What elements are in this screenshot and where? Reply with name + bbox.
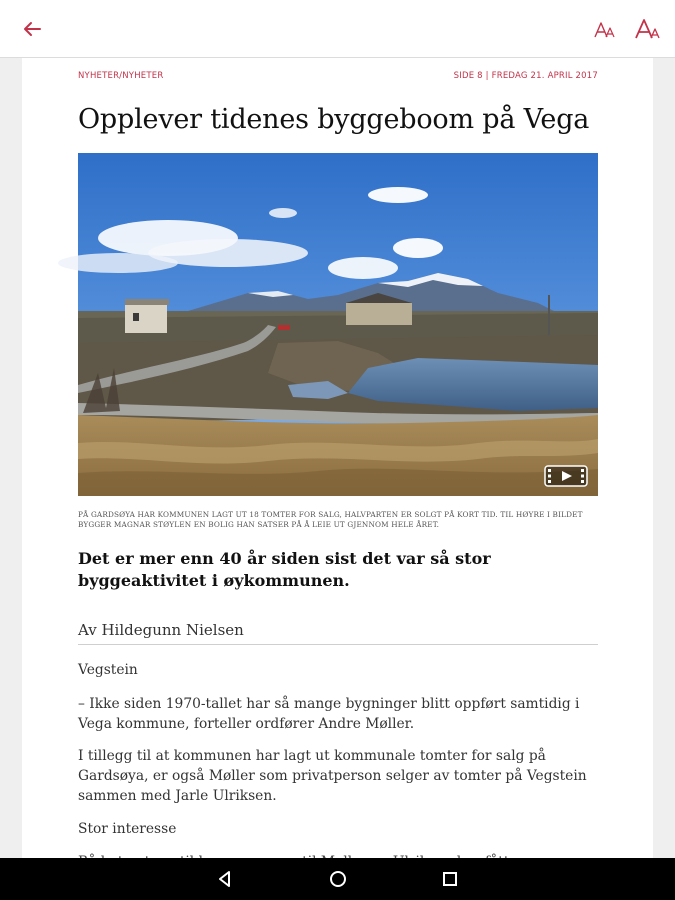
- article-photo[interactable]: [78, 153, 598, 496]
- section-label: NYHETER/NYHETER: [78, 71, 164, 81]
- body-paragraph: – Ikke siden 1970-tallet har så mange bygninger blitt oppført samtidig i Vega kommune, forteller ordfører Andre Møller.: [78, 696, 580, 732]
- video-play-button[interactable]: [544, 464, 588, 488]
- body-paragraph: I tillegg til at kommunen har lagt ut kommunale tomter for salg på Gardsøya, er også Møller som privatperson selger av tomter på Vegstein sammen med Jarle Ulriksen.: [78, 748, 587, 804]
- article-meta: [78, 71, 598, 85]
- nav-back-button[interactable]: [215, 869, 235, 889]
- nav-home-circle-icon: [328, 869, 348, 889]
- video-play-icon: [544, 464, 588, 488]
- system-navigation-bar: [0, 858, 675, 900]
- page-date-label: SIDE 8 | FREDAG 21. APRIL 2017: [453, 71, 598, 81]
- increase-text-size-button[interactable]: [634, 16, 662, 42]
- nav-back-triangle-icon: [215, 869, 235, 889]
- arrow-left-icon: [20, 17, 44, 41]
- article-headline: Opplever tidenes byggeboom på Vega: [78, 104, 590, 135]
- image-caption: PÅ GARDSØYA HAR KOMMUNEN LAGT UT 18 TOMTER FOR SALG, HALVPARTEN ER SOLGT PÅ KORT TID. TIL HØYRE I BILDET BYGGER MAGNAR STØYLEN EN BOLIG HAN SATSER PÅ Å LEIE UT GJENNOM HELE ÅRET.: [78, 510, 583, 529]
- dateline: Vegstein: [78, 662, 138, 678]
- app-toolbar: [0, 0, 675, 58]
- text-size-decrease-icon: [592, 18, 618, 42]
- decrease-text-size-button[interactable]: [592, 18, 618, 42]
- article-lead: Det er mer enn 40 år siden sist det var så stor byggeaktivitet i øykommunen.: [78, 549, 491, 590]
- landscape-photo: [78, 153, 598, 496]
- nav-home-button[interactable]: [328, 869, 348, 889]
- nav-recent-apps-button[interactable]: [441, 870, 459, 888]
- text-size-increase-icon: [634, 16, 662, 42]
- article-byline: Av Hildegunn Nielsen: [78, 621, 598, 645]
- subheading: Stor interesse: [78, 821, 177, 837]
- article-page[interactable]: [22, 58, 653, 858]
- nav-recent-square-icon: [441, 870, 459, 888]
- back-button[interactable]: [20, 17, 44, 41]
